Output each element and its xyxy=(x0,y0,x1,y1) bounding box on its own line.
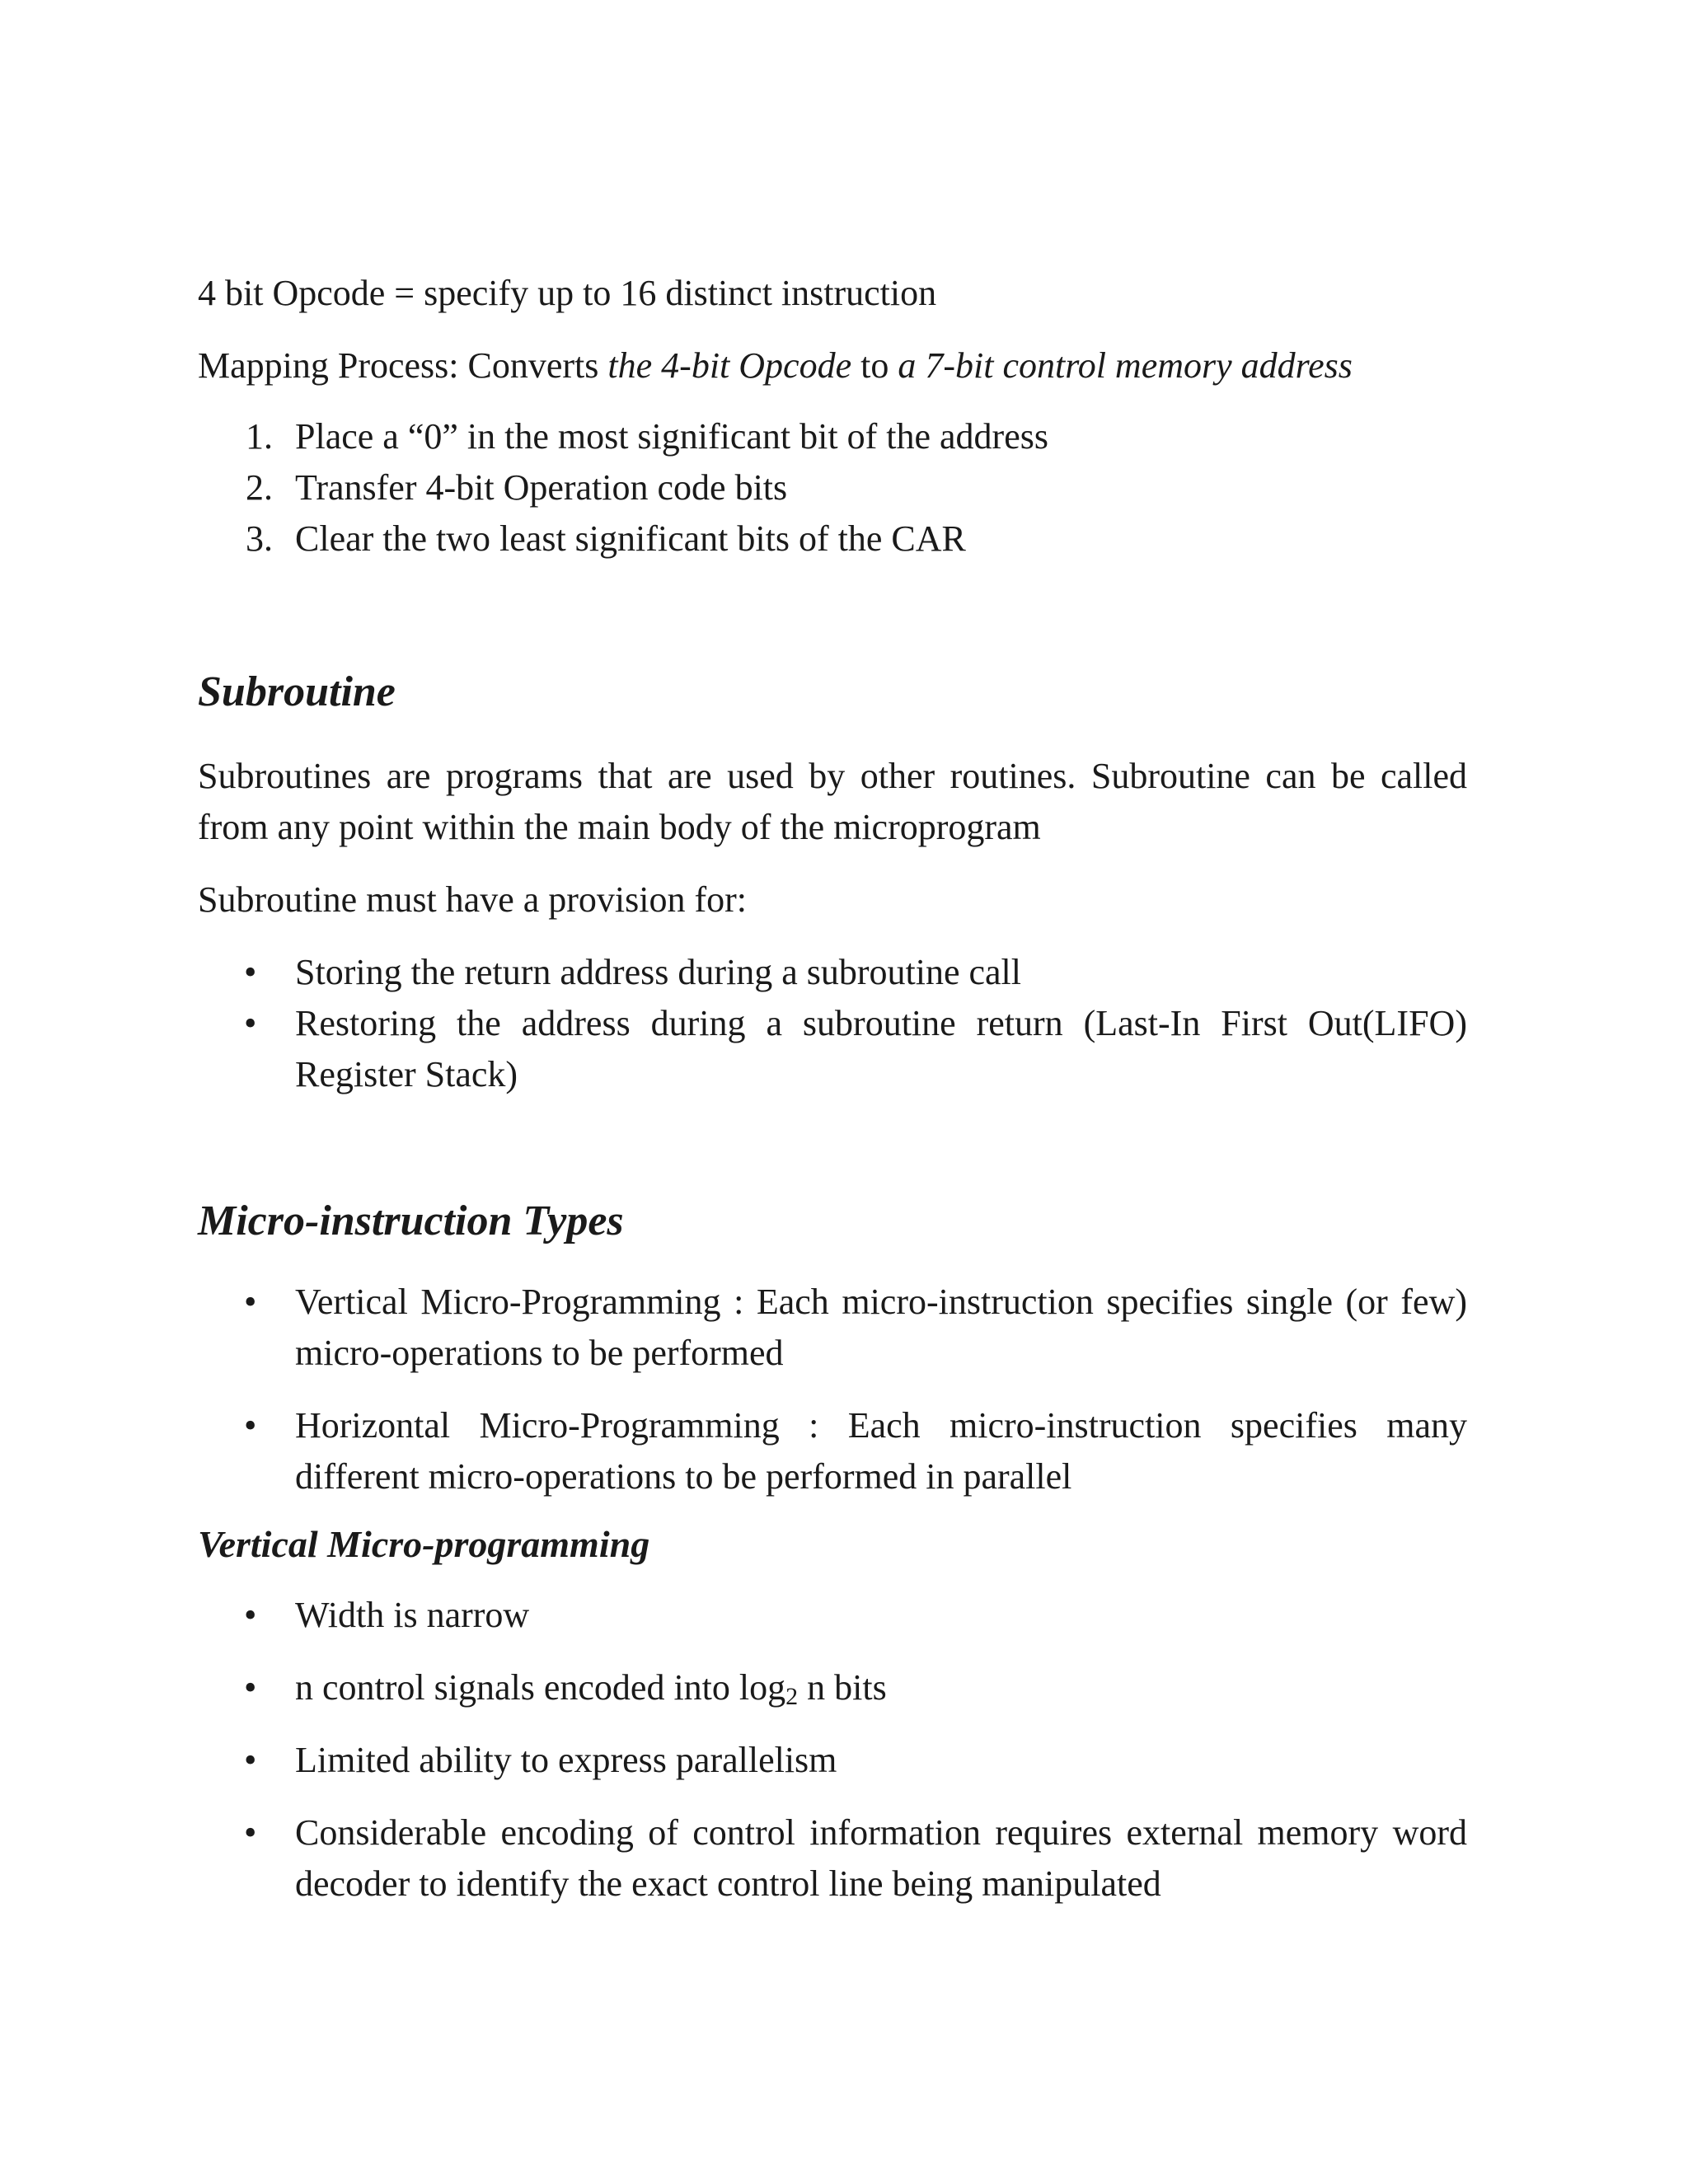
provision-line: Subroutine must have a provision for: xyxy=(198,879,748,920)
list-item-text-pre: n control signals encoded into log xyxy=(295,1667,786,1708)
types-list xyxy=(198,1277,1467,1502)
bullet-icon: • xyxy=(244,1595,257,1635)
bullet-icon: • xyxy=(244,952,257,992)
subroutine-heading: Subroutine xyxy=(198,668,396,715)
bullet-icon: • xyxy=(244,1282,257,1322)
list-item xyxy=(198,1400,1467,1502)
list-item-text: Storing the return address during a subroutine call xyxy=(295,952,1022,992)
step-text: Clear the two least significant bits of the CAR xyxy=(295,518,966,559)
micro-instruction-types-heading: Micro-instruction Types xyxy=(198,1197,624,1244)
mapping-italic-opcode: the 4-bit Opcode xyxy=(607,345,852,386)
list-item xyxy=(198,998,1467,1100)
step-text: Transfer 4-bit Operation code bits xyxy=(295,467,788,508)
list-item-text: Limited ability to express parallelism xyxy=(295,1740,837,1780)
opcode-line: 4 bit Opcode = specify up to 16 distinct instruction xyxy=(198,273,937,313)
list-item xyxy=(198,462,1467,513)
bullet-icon: • xyxy=(244,1812,257,1853)
list-item-text-post: n bits xyxy=(798,1667,887,1708)
step-number: 2. xyxy=(246,467,273,508)
list-item-text: Width is narrow xyxy=(295,1595,530,1635)
step-text: Place a “0” in the most significant bit of the address xyxy=(295,416,1048,457)
bullet-icon: • xyxy=(244,1740,257,1780)
list-item xyxy=(198,947,1467,998)
list-item-text: Vertical Micro-Programming : Each micro-instruction specifies single (or few) micro-operations to be performed xyxy=(295,1282,1467,1373)
list-item xyxy=(198,1807,1467,1910)
list-item xyxy=(198,513,1467,565)
subroutine-list xyxy=(198,947,1467,1100)
step-number: 3. xyxy=(246,518,273,559)
list-item-text: Restoring the address during a subroutine return (Last-In First Out(LIFO) Register Stack) xyxy=(295,1003,1467,1094)
list-item-text: Considerable encoding of control information requires external memory word decoder to identify the exact control line being manipulated xyxy=(295,1812,1467,1904)
bullet-icon: • xyxy=(244,1667,257,1708)
step-number: 1. xyxy=(246,416,273,457)
bullet-icon: • xyxy=(244,1003,257,1043)
list-item-text: Horizontal Micro-Programming : Each micro-instruction specifies many different micro-operations to be performed in parallel xyxy=(295,1405,1467,1497)
list-item xyxy=(198,1277,1467,1379)
list-item xyxy=(198,1590,1467,1641)
mapping-process-line xyxy=(198,340,1467,391)
vertical-list xyxy=(198,1590,1467,1910)
bullet-icon: • xyxy=(244,1405,257,1446)
list-item xyxy=(198,1662,1467,1713)
mapping-steps-list xyxy=(198,411,1467,565)
list-item xyxy=(198,411,1467,462)
subroutine-paragraph: Subroutines are programs that are used by other routines. Subroutine can be called from any point within the main body of the microprogram xyxy=(198,756,1467,847)
vertical-microprogramming-heading: Vertical Micro-programming xyxy=(198,1523,650,1565)
list-item xyxy=(198,1735,1467,1786)
document-page xyxy=(198,268,1467,1910)
mapping-mid: to xyxy=(851,345,898,386)
mapping-label: Mapping Process: Converts xyxy=(198,345,608,386)
subscript-two: 2 xyxy=(785,1683,799,1710)
mapping-italic-address: a 7-bit control memory address xyxy=(898,345,1353,386)
